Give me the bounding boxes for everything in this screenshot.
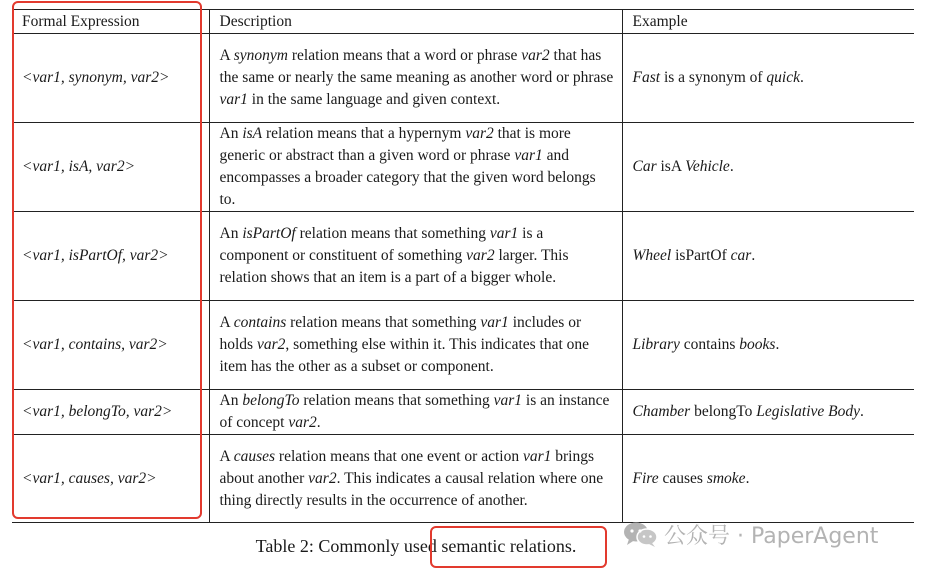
example-cell [622,212,914,301]
expression-cell: <var1, contains, var2> [12,301,209,390]
text-run: isPartOf [671,247,731,264]
italic-term: Fast [632,69,661,86]
text-run: relation means that a word or phrase [287,47,522,64]
text-run: . [745,469,750,487]
text-run: An [219,125,243,142]
text-run: relation means that something [299,392,494,409]
text-run: . [316,414,321,431]
italic-term: var1 [493,392,523,409]
italic-term: Library [632,336,680,353]
text-run: is a synonym of [660,69,767,86]
italic-term: causes [233,447,276,465]
italic-term: isPartOf [242,225,296,242]
text-run: belongTo [690,403,757,420]
watermark-text: 公众号 · PaperAgent [664,523,879,549]
text-run: brings about another [219,447,595,487]
text-run: is an instance of concept [219,392,610,431]
description-cell [209,123,622,212]
text-run: relation means that something [286,314,481,331]
text-run: A [219,47,234,64]
highlight-box-caption [430,526,607,568]
expression-cell: <var1, synonym, var2> [12,34,209,123]
text-run: contains [679,336,740,353]
text-run: . [775,336,780,353]
text-run: An [219,392,243,409]
header-example: Example [622,10,914,34]
italic-term: var2 [256,336,286,353]
italic-term: Fire [632,469,659,487]
italic-term: var1 [489,225,519,242]
text-run: that is more generic or abstract than a given word or phrase [219,125,571,164]
italic-term: car [730,247,752,264]
description-cell [209,34,622,123]
italic-term: Wheel [632,247,672,264]
italic-term: var1 [219,91,248,108]
italic-term: var1 [480,314,509,331]
text-run: A [219,314,234,331]
description-cell [209,212,622,301]
italic-term: var1 [522,447,552,465]
header-description: Description [209,10,622,34]
example-cell [622,390,914,435]
expression-cell: <var1, causes, var2> [12,435,209,523]
italic-term: var2 [288,414,317,431]
expression-cell: <var1, isPartOf, var2> [12,212,209,301]
text-run: is a component or constituent of something [219,225,544,264]
text-run: . [751,247,756,264]
example-cell [622,301,914,390]
header-formal-expression: Formal Expression [12,10,209,34]
text-run: isA [656,158,686,175]
example-cell [622,123,914,212]
text-run: that has the same or nearly the same meaning as another word or phrase [219,47,614,86]
expression-cell: <var1, isA, var2> [12,123,209,212]
wechat-icon [622,521,660,547]
text-run: . [860,403,864,420]
text-run: An [219,225,243,242]
expression-cell: <var1, belongTo, var2> [12,390,209,435]
text-run: relation means that one event or action [275,447,523,465]
text-run: includes or holds [219,314,582,353]
italic-term: var2 [308,469,337,487]
watermark [622,520,878,548]
text-run: relation means that something [295,225,490,242]
description-cell [209,435,622,523]
italic-term: synonym [233,47,288,64]
text-run: A [219,447,234,465]
italic-term: Chamber [632,403,691,420]
text-run: larger. This relation shows that an item is a part of a bigger whole. [219,247,569,286]
text-run: . [799,69,804,86]
text-run: and encompasses a broader category that the given word belongs to. [219,147,596,208]
highlight-box-expression-column [12,1,202,519]
italic-term: belongTo [242,392,300,409]
text-run: , something else within it. This indicates that one item has the other as a subset or component. [219,336,590,375]
italic-term: var1 [514,147,543,164]
table-caption: Table 2: Commonly used semantic relations. [255,536,577,556]
text-run: in the same language and given context. [247,91,501,108]
italic-term: Legislative Body [756,403,861,420]
description-cell [209,390,622,435]
description-cell [209,301,622,390]
text-run: . This indicates a causal relation where one thing directly results in the occurrence of another. [219,469,604,509]
italic-term: Vehicle [685,158,730,175]
italic-term: var2 [465,125,494,142]
italic-term: isA [242,125,263,142]
text-run: . [729,158,734,175]
text-run: relation means that a hypernym [262,125,466,142]
italic-term: var2 [521,47,550,64]
italic-term: Car [632,158,657,175]
italic-term: smoke [706,469,746,487]
italic-term: quick [766,69,800,86]
example-cell [622,34,914,123]
italic-term: var2 [466,247,495,264]
italic-term: contains [233,314,287,331]
italic-term: books [739,336,776,353]
example-cell [622,435,914,523]
text-run: causes [658,469,707,487]
